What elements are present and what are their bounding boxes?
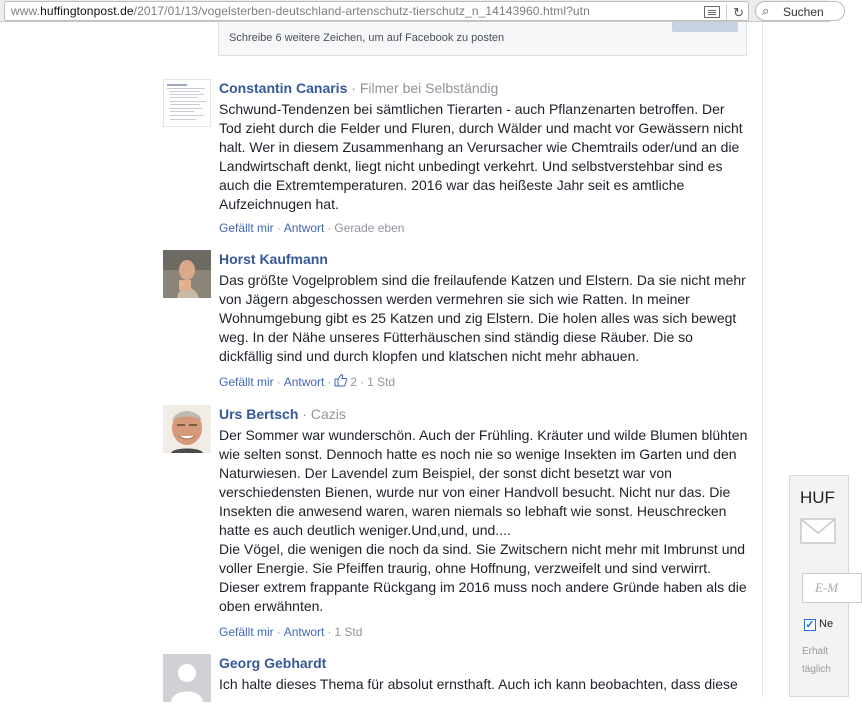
comment-text: Der Sommer war wunderschön. Auch der Frühling. Kräuter und wilde Blumen blühten wie selten sonst. Dennoch hatte es noch nie so wenige Insekten im Garten und den Naturwiesen. Der Lavendel zum Beispiel, der sonst dicht besetzt war von verschiedensten Bienen, wurde nur von einer Handvoll besucht. Nicht nur das. Die Insekten die anwesend waren, waren niemals so lebhaft wie sonst. Heuschrecken hatte es auch deutlich weniger.Und,und, und.... [219, 427, 748, 538]
reader-view-icon[interactable] [704, 6, 720, 18]
separator-dot: · [327, 374, 332, 389]
author-name[interactable]: Constantin Canaris [219, 80, 348, 96]
author-name[interactable]: Georg Gebhardt [219, 655, 327, 671]
author-subtitle-separator: · [347, 80, 360, 96]
separator-dot: · [276, 625, 281, 639]
comment-header [219, 79, 753, 97]
column-divider [762, 22, 763, 697]
comment-text: Schwund-Tendenzen bei sämtlichen Tierarten - auch Pflanzenarten betroffen. Der Tod zieht durch die Felder und Fluren, durch Wälder und macht vor Gewässern nicht halt. Wer in diesem Zusammenhang an Verursacher wie Chemtrails oder/und an die Landwirtschaft denkt, liegt nicht unbedingt verkehrt. Und selbstverstehbar sind es auch die Extremtemperaturen. 2016 war das heißeste Jahr seit es amtliche Aufzeichnugen hat. [219, 101, 743, 212]
avatar-image [164, 80, 212, 128]
url-domain: huffingtonpost.de [40, 4, 134, 18]
comment-header [219, 405, 753, 423]
separator-dot: · [327, 221, 332, 235]
comment-text: Das größte Vogelproblem sind die freilaufende Katzen und Elstern. Da sie nicht mehr von Jägern abgeschossen werden vermehren sie sich wie Ratten. In meiner Wohnumgebung gibt es 25 Katzen und zig Elstern. Die holen alles was sich bewegt weg. In der Nähe unseres Fütterhäuschen sind ständig diese Räuber. Die so dickfällig sind und durch klopfen und klatschen nicht mehr abhauen. [219, 272, 746, 364]
like-link[interactable]: Gefällt mir [219, 625, 274, 639]
thumbs-up-icon [334, 374, 347, 389]
comment-body [219, 405, 753, 639]
comment-header [219, 654, 753, 672]
author-name[interactable]: Horst Kaufmann [219, 251, 328, 267]
reply-link[interactable]: Antwort [283, 374, 325, 389]
search-placeholder: Suchen [783, 5, 824, 19]
comment-header [219, 250, 753, 268]
author-name[interactable]: Urs Bertsch [219, 406, 299, 422]
search-icon: ⌕ [762, 3, 770, 18]
author-subtitle: Cazis [310, 406, 346, 422]
avatar-image [163, 250, 211, 298]
search-bar[interactable] [755, 1, 845, 21]
newsletter-checkbox[interactable]: ✓ [805, 619, 815, 631]
url-prefix: www. [11, 4, 41, 18]
newsletter-title: HUF [800, 488, 835, 507]
avatar[interactable] [163, 405, 211, 453]
author-subtitle: Filmer bei Selbständig [359, 80, 499, 96]
like-link[interactable]: Gefällt mir [219, 374, 274, 389]
reload-icon[interactable]: ↻ [733, 4, 744, 20]
email-field[interactable] [802, 573, 862, 603]
separator-dot: · [276, 221, 281, 235]
separator-dot: · [276, 374, 281, 389]
browser-toolbar [0, 0, 830, 22]
newsletter-note-line-2: täglich [802, 664, 831, 675]
address-bar[interactable] [4, 1, 749, 21]
avatar-image [163, 405, 211, 453]
reply-link[interactable]: Antwort [283, 221, 325, 235]
comment-text: Ich halte dieses Thema für absolut ernsthaft. Auch ich kann beobachten, dass diese [219, 676, 738, 692]
url-text [11, 4, 590, 18]
reply-link[interactable]: Antwort [283, 625, 325, 639]
separator-dot: · [327, 625, 332, 639]
comment-composer[interactable] [218, 22, 747, 56]
post-button[interactable] [672, 22, 738, 32]
avatar[interactable] [163, 654, 211, 702]
comment-actions [219, 221, 753, 235]
comment-body [219, 654, 753, 694]
envelope-icon [800, 516, 836, 546]
comment-text-paragraph-2: Die Vögel, die wenigen die noch da sind. Sie Zwitschern nicht mehr mit Imbrunst und voller Energie. Sie Pfeiffen traurig, ohne Hoffnung, verzweifelt und sind verwirrt. Dieser extrem frappante Rückgang im 2016 muss noch andere Gründe haben als die oben erwähnten. [219, 541, 747, 614]
avatar[interactable] [163, 250, 211, 298]
url-path: /2017/01/13/vogelsterben-deutschland-artenschutz-tierschutz_n_14143960.html?utn [133, 4, 590, 18]
comment-body [219, 79, 753, 235]
comment-body [219, 250, 753, 389]
divider [726, 4, 727, 20]
like-count[interactable]: 2 [350, 374, 358, 389]
comment [163, 654, 753, 694]
comment-actions [219, 374, 753, 389]
email-placeholder: E-M [815, 580, 839, 595]
comment [163, 79, 753, 235]
comment [163, 250, 753, 389]
composer-hint: Schreibe 6 weitere Zeichen, um auf Facebook zu posten [229, 32, 505, 44]
comment [163, 405, 753, 639]
comment-timestamp[interactable]: Gerade eben [334, 221, 405, 235]
avatar[interactable] [163, 79, 211, 127]
newsletter-note-line-1: Erhalt [802, 646, 829, 657]
comment-timestamp[interactable]: 1 Std [334, 625, 363, 639]
default-avatar-icon [163, 654, 211, 702]
author-subtitle-separator: · [298, 406, 311, 422]
separator-dot: · [360, 374, 365, 389]
comment-timestamp[interactable]: 1 Std [367, 374, 396, 389]
address-bar-icons [704, 3, 744, 21]
comment-actions [219, 625, 753, 639]
checkbox-label: Ne [819, 618, 834, 630]
like-link[interactable]: Gefällt mir [219, 221, 274, 235]
newsletter-widget [789, 475, 849, 697]
